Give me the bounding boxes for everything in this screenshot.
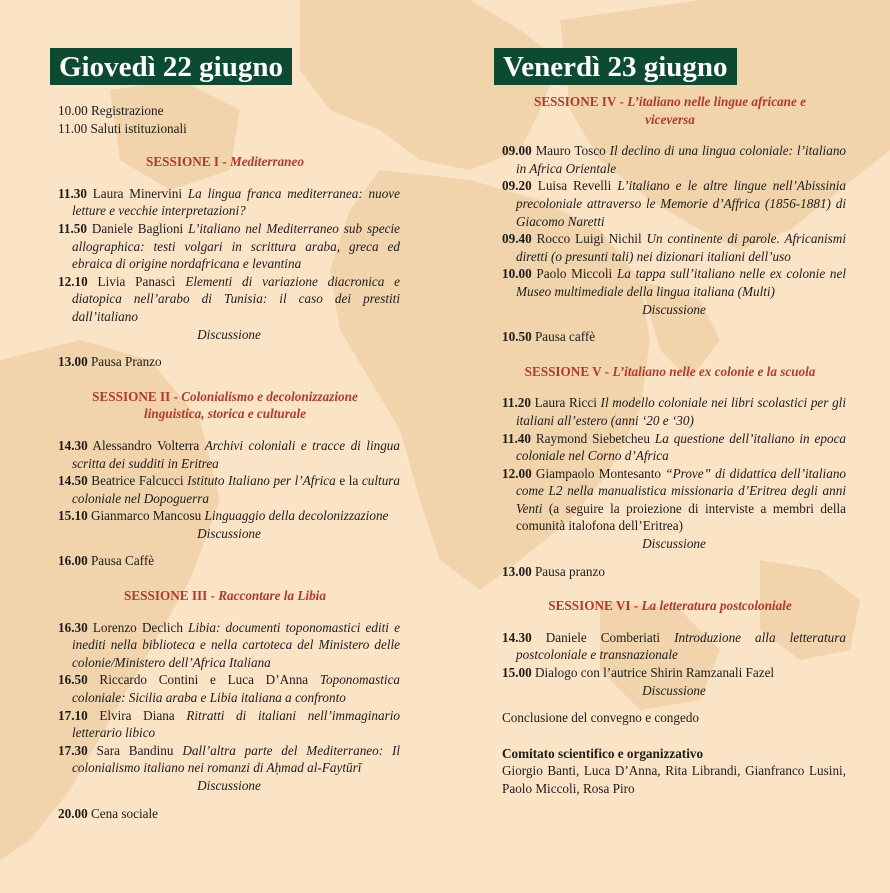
talk-item: 09.20 Luisa Revelli L’italiano e le altre lingue nell’Abissinia precoloniale attraverso le Memorie d’Affrica (1856-1881) di Giacomo Naretti bbox=[502, 178, 847, 229]
talk-item: 17.30 Sara Bandinu Dall’altra parte del Mediterraneo: Il colonialismo italiano nei romanzi di Aḥmad al-Faytūrī bbox=[58, 742, 401, 776]
discussion-label: Discussione bbox=[197, 326, 261, 342]
talk-item: 09.40 Rocco Luigi Nichil Un continente di parole. Africanismi diretti (o presunti tali) nei dizionari italiani dell’uso bbox=[502, 231, 846, 264]
talk-item: 16.30 Lorenzo Declich Libia: documenti toponomastici editi e inediti nella biblioteca e nella cartoteca del Ministero delle colonie/Ministero dell’Africa Italiana bbox=[58, 619, 400, 670]
committee-members: Giorgio Banti, Luca D’Anna, Rita Librandi, Gianfranco Lusini, Paolo Miccoli, Rosa Piro bbox=[502, 763, 846, 796]
talk-item: 15.10 Gianmarco Mancosu Linguaggio della decolonizzazione bbox=[58, 508, 389, 524]
discussion-label: Discussione bbox=[197, 525, 261, 541]
opening-item: 11.00 Saluti istituzionali bbox=[58, 120, 187, 136]
talk-item: 12.00 Giampaolo Montesanto “Prove” di didattica dell’italiano come L2 nella manualistica missionaria d’Eritrea degli anni Venti (a seguire la proiezione di interviste a membri della comunità italofona dell’Eritrea) bbox=[502, 465, 847, 534]
session-heading: SESSIONE IV - L’italiano nelle lingue africane e viceversa bbox=[534, 94, 806, 127]
session-heading: SESSIONE II - Colonialismo e decolonizzazione linguistica, storica e culturale bbox=[92, 388, 358, 422]
talk-item: 10.00 Paolo Miccoli La tappa sull’italiano nelle ex colonie nel Museo multimediale della lingua italiana (Multi) bbox=[502, 266, 847, 299]
discussion-label: Discussione bbox=[642, 682, 706, 698]
break-item: 13.00 Pausa pranzo bbox=[502, 563, 605, 579]
talk-item: 11.40 Raymond Siebetcheu La questione dell’italiano in epoca coloniale nel Corno d’Africa bbox=[502, 430, 847, 464]
discussion-label: Discussione bbox=[642, 301, 706, 317]
discussion-label: Discussione bbox=[197, 778, 261, 793]
talk-item: 11.50 Daniele Baglioni L’italiano nel Mediterraneo sub specie allographica: testi volgari in scrittura araba, greca ed ebraica di origine nordafricana e levantina bbox=[58, 220, 400, 272]
break-item: 10.50 Pausa caffè bbox=[502, 329, 596, 345]
closing-item: Conclusione del convegno e congedo bbox=[502, 710, 700, 726]
talk-item: 11.30 Laura Minervini La lingua franca mediterranea: nuove letture e vecchie interpretazioni? bbox=[58, 185, 401, 219]
talk-item: 16.50 Riccardo Contini e Luca D’Anna Toponomastica coloniale: Sicilia araba e Libia italiana a confronto bbox=[58, 672, 401, 706]
committee-title: Comitato scientifico e organizzativo bbox=[502, 745, 704, 761]
day-title-friday: Venerdì 23 giugno bbox=[494, 48, 737, 85]
talk-item: 12.10 Livia Panascì Elementi di variazione diacronica e diatopica nell’arabo di Tunisia: il caso dei prestiti dall’italiano bbox=[58, 273, 400, 324]
break-item: 16.00 Pausa Caffè bbox=[58, 553, 155, 569]
session-heading: SESSIONE VI - La letteratura postcoloniale bbox=[548, 598, 792, 614]
talk-item: 09.00 Mauro Tosco Il declino di una lingua coloniale: l’italiano in Africa Orientale bbox=[502, 143, 847, 176]
dinner-item: 20.00 Cena sociale bbox=[58, 805, 158, 821]
opening-item: 10.00 Registrazione bbox=[58, 103, 164, 118]
talk-item: 14.30 Daniele Comberiati Introduzione alla letteratura postcoloniale e transnazionale bbox=[502, 629, 846, 663]
session-heading: SESSIONE V - L’italiano nelle ex colonie e la scuola bbox=[524, 363, 816, 379]
talk-item: 17.10 Elvira Diana Ritratti di italiani nell’immaginario letterario libico bbox=[58, 707, 400, 741]
talk-item: 15.00 Dialogo con l’autrice Shirin Ramzanali Fazel bbox=[502, 665, 775, 681]
talk-item: 14.30 Alessandro Volterra Archivi coloniali e tracce di lingua scritta dei sudditi in Eritrea bbox=[58, 437, 400, 471]
talk-item: 14.50 Beatrice Falcucci Istituto Italiano per l’Africa e la cultura coloniale nel Dopoguerra bbox=[58, 473, 401, 506]
day-title-thursday: Giovedì 22 giugno bbox=[50, 48, 292, 85]
session-heading: SESSIONE III - Raccontare la Libia bbox=[124, 588, 326, 604]
column-friday bbox=[494, 48, 846, 798]
session-heading: SESSIONE I - Mediterraneo bbox=[146, 154, 304, 170]
talk-item: 11.20 Laura Ricci Il modello coloniale nei libri scolastici per gli italiani all’estero (anni ‘20 e ‘30) bbox=[502, 395, 846, 428]
column-thursday bbox=[50, 48, 400, 822]
break-item: 13.00 Pausa Pranzo bbox=[58, 354, 162, 370]
discussion-label: Discussione bbox=[642, 536, 706, 552]
